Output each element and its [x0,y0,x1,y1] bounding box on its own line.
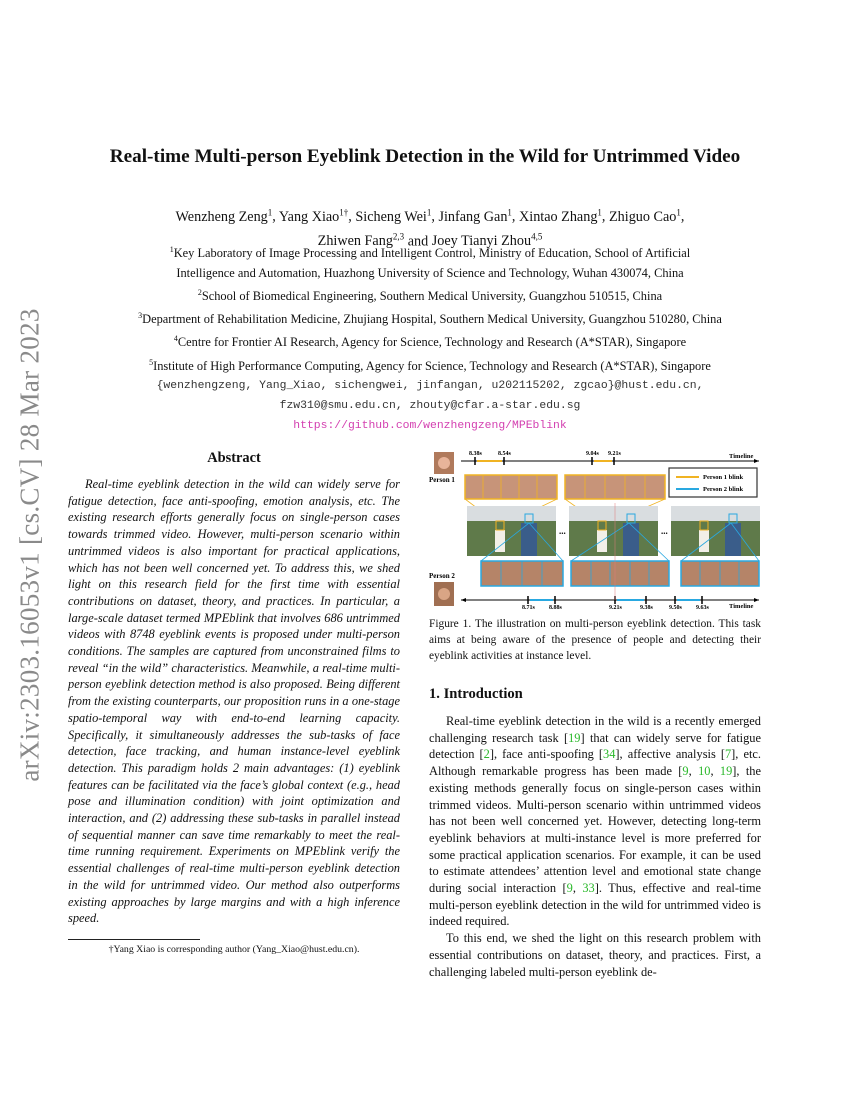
svg-text:8.38s: 8.38s [469,451,482,457]
repo-link[interactable]: https://github.com/wenzhengzeng/MPEblink [293,419,567,432]
svg-text:9.50s: 9.50s [669,605,682,611]
svg-text:Person 2: Person 2 [429,572,455,580]
citation-link[interactable]: 7 [724,747,732,762]
affiliation: Intelligence and Automation, Huazhong University of Science and Technology, Wuhan 430074, China [176,266,684,281]
citation-link[interactable]: 19 [568,730,581,745]
author-name: Xintao Zhang$^1$ [519,207,602,225]
citation-link[interactable]: 33 [582,881,595,896]
svg-text:8.88s: 8.88s [549,605,562,611]
svg-text:9.21s: 9.21s [608,451,621,457]
author-name: Zhiguo Cao$^1$ [609,207,681,225]
citation-link[interactable]: 2 [483,747,490,762]
citation-link[interactable]: 19 [719,764,733,779]
author-name: Yang Xiao$^{1\dagger}$ [278,207,349,225]
svg-text:Person 1: Person 1 [429,476,455,484]
abstract-heading: Abstract [207,450,261,466]
affiliation: $^3$Department of Rehabilitation Medicine, Zhujiang Hospital, Southern Medical University, Guangzhou 510280, China [138,311,722,327]
citation-link[interactable]: 9 [566,881,573,896]
figure-1 [429,448,762,613]
affiliations [80,240,780,436]
citation-link[interactable]: 10 [698,764,711,779]
svg-text:...: ... [661,526,668,536]
citation-link[interactable]: 34 [603,747,616,762]
author-name: Sicheng Wei$^1$ [355,207,432,225]
affiliation: $^4$Centre for Frontier AI Research, Agency for Science, Technology and Research (A*STAR), Singapore [173,334,687,350]
svg-text:9.04s: 9.04s [586,451,599,457]
right-column [429,616,761,980]
author-name: Joey Tianyi Zhou$^{4,5}$ [431,231,543,250]
affiliation: $^1$Key Laboratory of Image Processing and Intelligent Control, Ministry of Education, School of Artificial [169,245,691,261]
author-name: Wenzheng Zeng$^1$ [175,207,273,225]
abstract-text: Real-time eyeblink detection in the wild can widely serve for fatigue detection, face anti-spoofing, emotion analysis, etc. The existing research efforts generally focus on single-person cases towards trimmed video. However, multi-person scenario within untrimmed videos is also important for practical applications, which has not been well concerned yet. To address this, we shed light on this research field for the first time with essential contributions on dataset, theory, and practices. In particular, a large-scale dataset termed MPEblink that involves 686 untrimmed videos with 8748 eyeblink events is proposed under multi-person conditions. The samples are captured from unconstrained films to reveal “in the wild” characteristics. Meanwhile, a real-time multi-person eyeblink detection method is also proposed. Being different from the existing counterparts, our proposition runs in a one-stage spatio-temporal way with end-to-end learning capacity. Specifically, it simultaneously addresses the sub-tasks of face detection, face tracking, and human instance-level eyeblink detection. This paradigm holds 2 main advantages: (1) eyeblink features can be facilitated via the face’s global context (e.g., head pose and illumination condition) with joint optimization and interaction, and (2) addressing these sub-tasks in parallel instead of sequential manner can save time remarkably to meet the real-time running requirement. Experiments on MPEblink verify the essential challenges of real-time multi-person eyeblink detection in the wild for untrimmed video. Our method also outperforms existing approaches by large margins and with a high inference speed. [68,477,400,926]
author-name: Jinfang Gan$^1$ [438,207,512,225]
svg-text:Timeline: Timeline [729,453,754,460]
figure-illustration [429,448,762,613]
svg-text:9.63s: 9.63s [696,605,709,611]
affiliation: $^5$Institute of High Performance Computing, Agency for Science, Technology and Research (A*STAR), Singapore [149,357,711,373]
author-line-2: Zhiwen Fang$^{2,3}$ and Joey Tianyi Zhou$^{4,5}$ [317,231,543,250]
section-heading-introduction: 1. Introduction [429,686,523,702]
svg-text:9.21s: 9.21s [609,605,622,611]
citation-link[interactable]: 9 [682,764,689,779]
svg-text:Timeline: Timeline [729,603,754,610]
footnote-rule [68,939,200,940]
svg-text:...: ... [559,526,566,536]
figure-caption: Figure 1. The illustration on multi-person eyeblink detection. This task aims at being aware of the presence of people and detecting their eyeblink activities at instance level. [429,618,761,662]
arxiv-stamp: arXiv:2303.16053v1 [cs.CV] 28 Mar 2023 [14,308,45,782]
email-line-2: fzw310@smu.edu.cn, zhouty@cfar.a-star.edu.sg [279,399,581,412]
paper-title: Real-time Multi-person Eyeblink Detection in the Wild for Untrimmed Video [109,146,741,167]
svg-text:Person 2 blink: Person 2 blink [703,486,744,493]
introduction-paragraph-2: To this end, we shed the light on this research problem with essential contributions on dataset, theory, and practices. First, a challenging labeled multi-person eyeblink de- [429,931,761,979]
author-name: Zhiwen Fang$^{2,3}$ [317,231,405,250]
affiliation: $^2$School of Biomedical Engineering, Southern Medical University, Guangzhou 510515, China [197,288,663,304]
introduction-text [429,713,761,980]
email-line-1: {wenzhengzeng, Yang_Xiao, sichengwei, jinfangan, u202115202, zgcao}@hust.edu.cn, [156,379,704,392]
footnote: †Yang Xiao is corresponding author (Yang_Xiao@hust.edu.cn). [108,943,360,955]
author-line-1: Wenzheng Zeng$^1$, Yang Xiao$^{1\dagger}$, Sicheng Wei$^1$, Jinfang Gan$^1$, Xintao Zhang$^1$, Zhiguo Cao$^1$, [175,207,685,225]
svg-text:8.54s: 8.54s [498,451,511,457]
affiliation-list [80,240,780,376]
svg-text:8.71s: 8.71s [522,605,535,611]
left-column [68,450,400,955]
svg-text:Person 1 blink: Person 1 blink [703,474,744,481]
introduction-paragraph-1: Real-time eyeblink detection in the wild is a recently emerged challenging research task [19] that can widely serve for fatigue detection [2], face anti-spoofing [34], affective analysis [7], etc. Although remarkable progress has been made [9, 10, 19], the existing methods generally focus on single-person cases within trimmed videos. Multi-person scenario within untrimmed videos has not been well concerned yet. However, detecting long-term eyeblink behaviors at multi-instance level is more preferred for some practical application scenarios. For example, it can be used to estimate attendees’ attention level and emotional state change during social interaction [9, 33]. Thus, effective and real-time multi-person eyeblink detection in the wild for untrimmed video is indeed required. [429,714,762,929]
svg-text:9.38s: 9.38s [640,605,653,611]
